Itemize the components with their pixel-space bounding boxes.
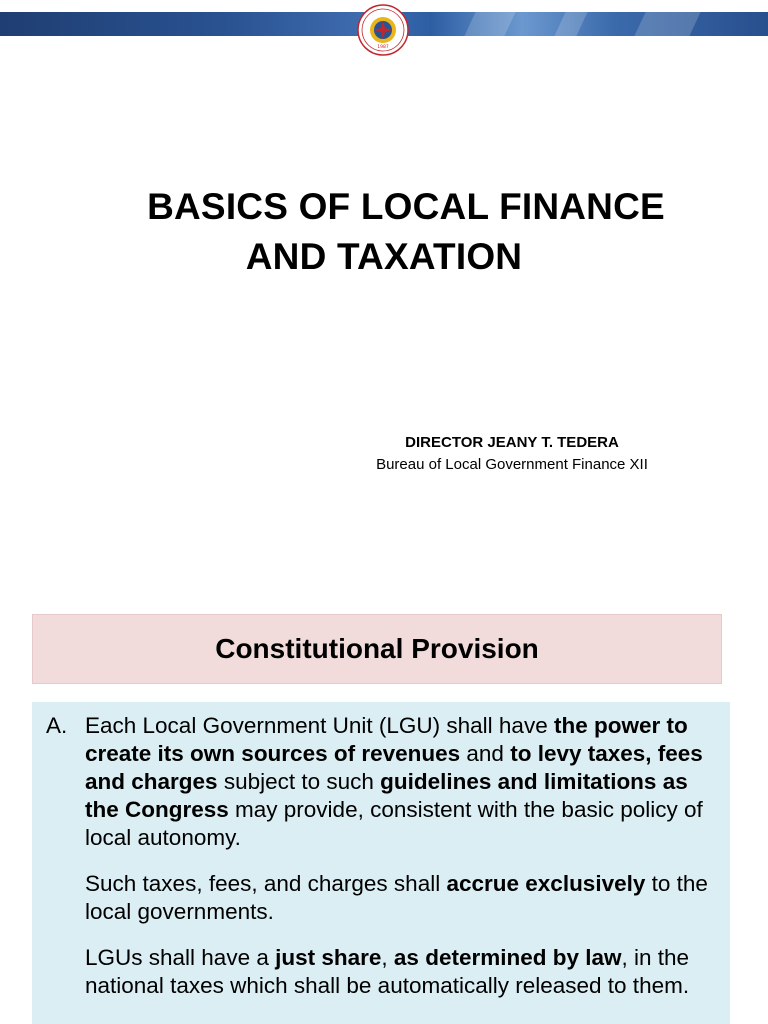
- banner-sheen: [634, 12, 700, 36]
- provision-paragraph: [85, 870, 725, 926]
- body-text: ,: [381, 945, 394, 970]
- item-marker: A.: [46, 713, 68, 738]
- section-header: [32, 614, 722, 684]
- presenter-name: DIRECTOR JEANY T. TEDERA: [405, 434, 619, 451]
- body-text: may provide, consistent with the basic policy of local autonomy.: [85, 797, 703, 850]
- seal-year: 1987: [377, 45, 389, 50]
- body-text: Such taxes, fees, and charges shall: [85, 871, 447, 896]
- emphasis-text: as determined by law: [393, 945, 622, 970]
- emphasis-text: guidelines and limitations as the Congress: [85, 769, 688, 822]
- emphasis-text: to levy taxes, fees and charges: [85, 741, 703, 794]
- presenter-office: Bureau of Local Government Finance XII: [376, 456, 648, 473]
- title-line-2: AND TAXATION: [245, 236, 523, 277]
- body-text: and: [460, 741, 511, 766]
- lgf-seal-icon: [357, 4, 409, 56]
- banner-sheen: [554, 12, 587, 36]
- provision-paragraph: [85, 712, 725, 852]
- provision-content-box: [32, 702, 730, 1024]
- body-text: LGUs shall have a: [85, 945, 276, 970]
- emphasis-text: the power to create its own sources of revenues: [85, 713, 688, 766]
- body-text: , in the national taxes which shall be automatically released to them.: [85, 945, 690, 998]
- title-line-1: BASICS OF LOCAL FINANCE: [147, 186, 665, 227]
- body-text: to the local governments.: [85, 871, 708, 924]
- emphasis-text: accrue exclusively: [446, 871, 646, 896]
- emphasis-text: just share: [275, 945, 382, 970]
- provision-paragraphs: [46, 712, 726, 1000]
- body-text: Each Local Government Unit (LGU) shall have: [85, 713, 554, 738]
- slide-title: [0, 182, 768, 282]
- provision-content: [46, 712, 726, 1018]
- provision-paragraph: [85, 944, 725, 1000]
- presenter-block: [352, 432, 672, 476]
- body-text: subject to such: [217, 769, 381, 794]
- banner-sheen: [464, 12, 515, 36]
- section-header-text: Constitutional Provision: [215, 633, 539, 664]
